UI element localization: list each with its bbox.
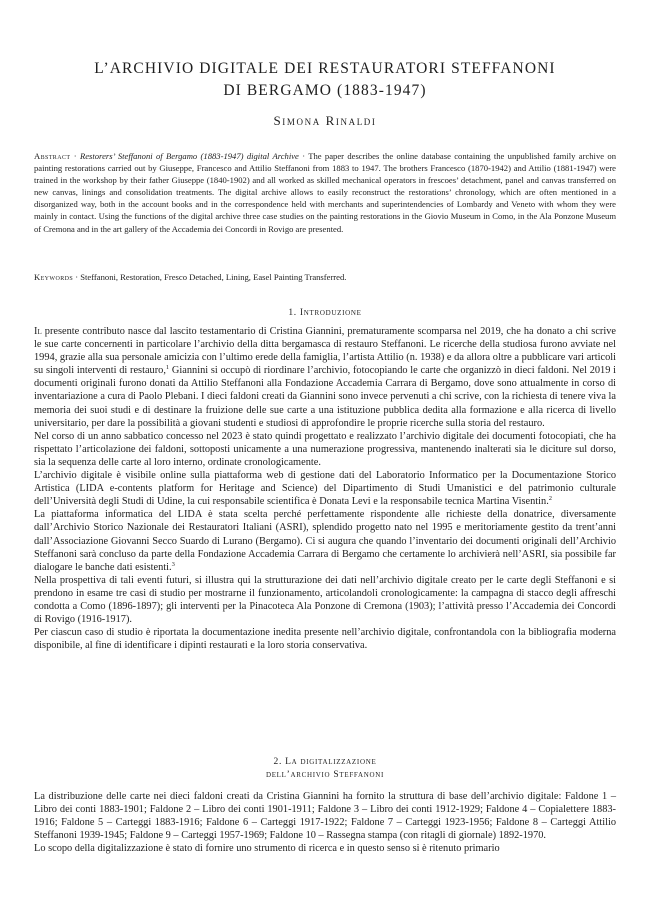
paragraph: La distribuzione delle carte nei dieci faldoni creati da Cristina Giannini ha fornito la struttura di base dell’archivio digitale: Faldone 1 – Libro dei conti 1883-1901; Faldone 2 – Libro dei conti 1901-1911; Faldone 3 – Libro dei conti 1912-1929; Faldone 4 – Copialettere 1883-1916; Faldone 5 – Carteggi 1883-1916; Faldone 6 – Carteggi 1917-1922; Faldone 7 – Carteggi 1923-1956; Faldone 8 – Carteggi Attilio Steffanoni 1939-1945; Faldone 9 – Carteggi 1957-1969; Faldone 10 – Rassegna stampa (con ritagli di giornale) 1892-1970. bbox=[34, 791, 616, 842]
section-1-heading: 1. Introduzione bbox=[288, 308, 362, 318]
paragraph bbox=[34, 508, 616, 573]
abstract bbox=[34, 150, 616, 235]
keywords bbox=[34, 271, 616, 283]
paragraph-text: Giannini si occupò di riordinare l’archivio, fotocopiando le carte che organizzò in dieci faldoni. Nel 2019 i documenti originali furono donati da Attilio Steffanoni alla Fondazione Accademia Carrara di Bergamo, dove sono attualmente in corso di inventariazione a cura di Paolo Plebani. I dieci faldoni creati da Giannini sono invece pervenuti a chi scrive, con la richiesta di tenere viva la memoria dei suoi studi e di destinare la fruizione delle sue carte a una istituzione pubblica dedita alla formazione e alla ricerca di livello universitario, per dare la possibilità a giovani studenti e studiosi di approfondire le proprie ricerche sulla storia del restauro. bbox=[34, 365, 616, 429]
abstract-label: Abstract bbox=[34, 151, 71, 161]
paragraph-text: presente contributo nasce dal lascito testamentario di Cristina Giannini, prematuramente scomparsa nel 2019, che ha donato a chi scrive le sue carte concernenti in particolare l’archivio della ditta bergamasca di restauro Steffanoni. Le ricerche della studiosa furono avviate nel 1994, grazie alla sua personale amicizia con l’ultimo erede della famiglia, l’artista Attilio (n. 1938) e da allora oltre a pubblicare vari articoli su singoli interventi di restauro, bbox=[34, 326, 616, 377]
keywords-label: Keywords bbox=[34, 272, 74, 282]
abstract-text: · The paper describes the online database containing the unpublished family archive on painting restorations carried out by Giuseppe, Francesco and Attilio Steffanoni from 1883 to 1947. The brothers Francesco (1870-1942) and Attilio (1881-1947) were trained in the workshop by their father Giuseppe (1840-1902) and all worked as skilled mechanical operators in frescoes’ detachment, panel and canvas transferred on new canvas, linings and consolidation treatments. The digital archive allows to easily reconstruct the restorations’ chronology, which are often mentioned in a disorganized way, both in the account books and in the correspondence held with merchants and superintendencies of Lombardy and Veneto with whom they were mainly in contact. Using the functions of the digital archive three case studies on the painting restorations in the Giovio Museum in Como, in the Ala Ponzone Museum of Cremona and in the art gallery of the Accademia dei Concordi in Rovigo are presented. bbox=[34, 151, 616, 234]
paragraph: Per ciascun caso di studio è riportata la documentazione inedita presente nell’archivio digitale, confrontandola con la bibliografia moderna disponibile, al fine di identificare i dipinti restaurati e la loro storia conservativa. bbox=[34, 627, 616, 652]
paragraph: Nel corso di un anno sabbatico concesso nel 2023 è stato quindi progettato e realizzato l’archivio digitale dei documenti fotocopiati, che ha rispettato l’articolazione dei faldoni, sottoposti unicamente a una numerazione progressiva, mantenendo inalterati sia le diciture sul dorso, sia la sequenza delle carte al loro interno, ordinate cronologicamente. bbox=[34, 430, 616, 468]
section-2-heading-line-1: 2. La digitalizzazione bbox=[273, 757, 377, 767]
paragraph-first-word: Il bbox=[34, 326, 42, 337]
footnote-ref: 3 bbox=[171, 560, 175, 568]
paper-title bbox=[34, 58, 616, 102]
footnote-ref: 2 bbox=[548, 495, 553, 503]
author-name: Simona Rinaldi bbox=[273, 113, 377, 128]
section-2-body bbox=[34, 790, 616, 855]
title-line-2: DI BERGAMO (1883-1947) bbox=[223, 82, 427, 99]
abstract-separator: · bbox=[70, 151, 80, 161]
section-2-heading bbox=[34, 756, 616, 782]
paragraph-text: L’archivio digitale è visibile online sulla piattaforma web di gestione dati del Laboratorio Informatico per la Documentazione Storico Artistica (LIDA e-contents platform for Heritage and Science) del Dipartimento di Studi Umanistici e del patrimonio culturale dell’Università degli Studi di Udine, la cui responsabile scientifica è Donata Levi e la responsabile tecnica Martina Visentin. bbox=[34, 470, 616, 508]
title-line-1: L’ARCHIVIO DIGITALE DEI RESTAURATORI STEFFANONI bbox=[94, 60, 556, 77]
keywords-text: · Steffanoni, Restoration, Fresco Detached, Lining, Easel Painting Transferred. bbox=[73, 272, 347, 282]
footnote-ref: 1 bbox=[165, 364, 170, 372]
paragraph: Nella prospettiva di tali eventi futuri, si illustra qui la strutturazione dei dati nell’archivio digitale creato per le carte degli Steffanoni e si prendono in esame tre casi di studio per mostrarne il funzionamento, articolandoli cronologicamente: la campagna di stacco degli affreschi condotta a Como (1896-1897); gli interventi per la Pinacoteca Ala Ponzone di Cremona (1903); l’attività presso l’Accademia dei Concordi di Rovigo (1916-1917). bbox=[34, 574, 616, 626]
paragraph-text: La piattaforma informatica del LIDA è stata scelta perché perfettamente rispondente alle richieste della donatrice, diversamente dall’Archivio Storico Nazionale dei Restauratori Italiani (ASRI), splendido progetto nato nel 1995 e meritoriamente gestito da trent’anni dall’Associazione Giovanni Secco Suardo di Lurano (Bergamo). Ci si augura che quando l’inventario dei documenti originali dell’Archivio Steffanoni sarà concluso da parte della Fondazione Accademia Carrara di Bergamo che certamente lo archivierà nell’ASRI, sia possibile far dialogare le banche dati esistenti. bbox=[34, 509, 616, 573]
section-1-body bbox=[34, 325, 616, 652]
paragraph: Lo scopo della digitalizzazione è stato di fornire uno strumento di ricerca e in questo senso si è ritenuto primario bbox=[34, 843, 500, 855]
abstract-english-title: Restorers’ Steffanoni of Bergamo (1883-1947) digital Archive bbox=[79, 151, 299, 161]
paragraph bbox=[34, 469, 616, 508]
paragraph bbox=[34, 325, 616, 430]
section-2-heading-line-2: dell’archivio Steffanoni bbox=[265, 770, 385, 780]
